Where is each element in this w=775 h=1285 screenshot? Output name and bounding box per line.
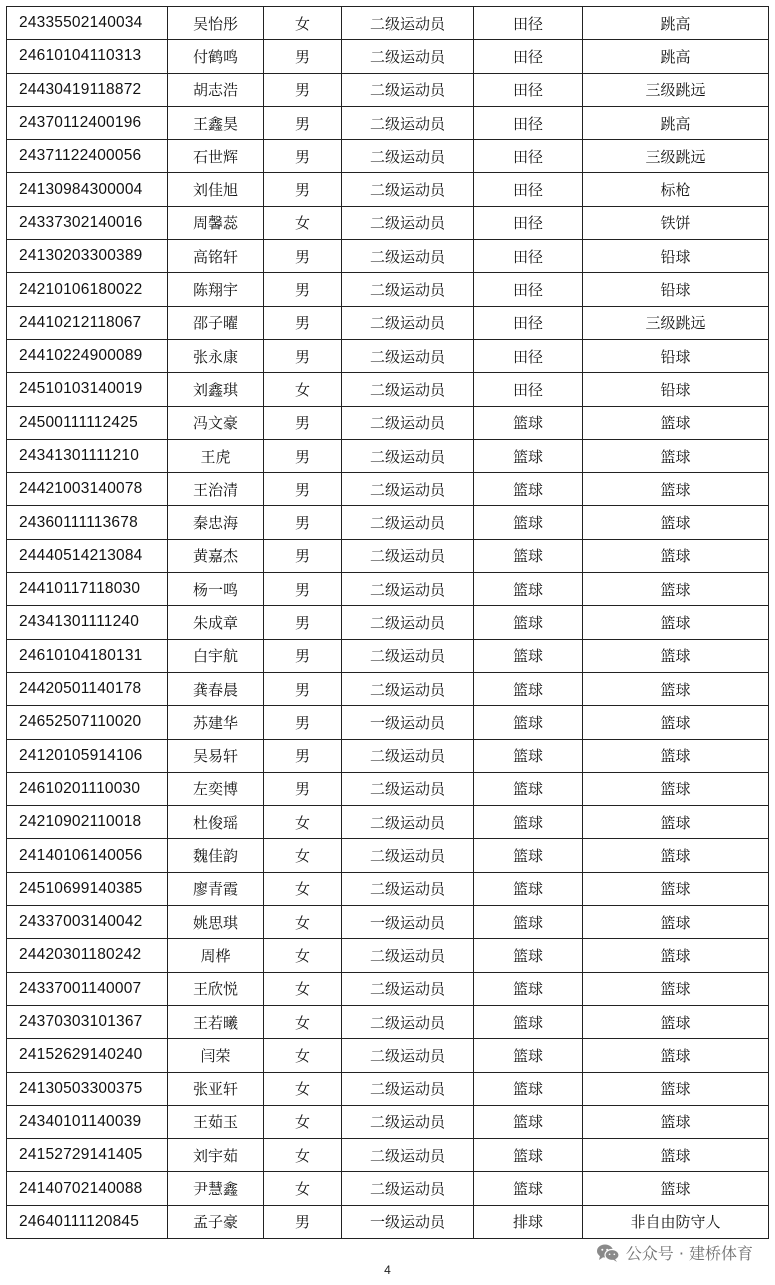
table-row [7,1005,769,1038]
table-row [7,539,769,572]
table-row [7,573,769,606]
watermark [596,1241,753,1264]
table-cell-sport: 篮球 [474,972,583,1005]
table-cell-level: 一级运动员 [342,906,474,939]
table-cell-gender: 男 [264,339,342,372]
table-cell-event: 三级跳远 [583,306,769,339]
table-row [7,506,769,539]
table-cell-gender: 男 [264,606,342,639]
table-row [7,273,769,306]
table-row [7,140,769,173]
table-row [7,872,769,905]
table-cell-event: 篮球 [583,639,769,672]
table-cell-gender: 男 [264,539,342,572]
table-cell-id: 24500111112425 [7,406,168,439]
table-cell-gender: 女 [264,1072,342,1105]
table-cell-level: 二级运动员 [342,539,474,572]
table-cell-level: 二级运动员 [342,1072,474,1105]
table-cell-event: 铅球 [583,273,769,306]
table-row [7,739,769,772]
table-cell-event: 篮球 [583,539,769,572]
table-cell-level: 二级运动员 [342,872,474,905]
table-row [7,839,769,872]
table-cell-level: 二级运动员 [342,1139,474,1172]
table-cell-name: 廖青霞 [168,872,264,905]
table-cell-name: 姚思琪 [168,906,264,939]
table-cell-event: 跳高 [583,106,769,139]
table-row [7,106,769,139]
table-cell-gender: 男 [264,40,342,73]
table-cell-name: 魏佳韵 [168,839,264,872]
table-cell-id: 24370112400196 [7,106,168,139]
table-cell-id: 24130203300389 [7,240,168,273]
table-cell-name: 胡志浩 [168,73,264,106]
table-cell-sport: 篮球 [474,1105,583,1138]
table-cell-level: 二级运动员 [342,240,474,273]
table-cell-event: 篮球 [583,672,769,705]
table-cell-sport: 田径 [474,7,583,40]
table-cell-id: 24337302140016 [7,206,168,239]
table-cell-name: 孟子豪 [168,1205,264,1238]
table-cell-event: 篮球 [583,1072,769,1105]
table-cell-id: 24610104180131 [7,639,168,672]
table-row [7,972,769,1005]
table-row [7,772,769,805]
table-cell-id: 24420301180242 [7,939,168,972]
table-cell-level: 二级运动员 [342,972,474,1005]
table-cell-id: 24440514213084 [7,539,168,572]
table-cell-sport: 田径 [474,306,583,339]
page-number: 4 [384,1263,391,1277]
table-row [7,806,769,839]
table-cell-sport: 田径 [474,106,583,139]
table-cell-event: 标枪 [583,173,769,206]
table-cell-event: 篮球 [583,1105,769,1138]
table-cell-sport: 田径 [474,206,583,239]
table-cell-event: 篮球 [583,606,769,639]
table-cell-event: 篮球 [583,939,769,972]
table-cell-name: 刘宇茹 [168,1139,264,1172]
table-cell-name: 苏建华 [168,706,264,739]
table-cell-gender: 男 [264,439,342,472]
table-cell-sport: 篮球 [474,872,583,905]
table-cell-event: 三级跳远 [583,73,769,106]
table-cell-sport: 篮球 [474,672,583,705]
table-row [7,672,769,705]
table-cell-gender: 女 [264,1039,342,1072]
table-cell-id: 24640111120845 [7,1205,168,1238]
table-cell-id: 24652507110020 [7,706,168,739]
table-cell-level: 二级运动员 [342,406,474,439]
table-cell-id: 24410117118030 [7,573,168,606]
table-cell-level: 一级运动员 [342,1205,474,1238]
table-cell-gender: 男 [264,739,342,772]
table-cell-event: 铅球 [583,240,769,273]
table-cell-gender: 女 [264,1172,342,1205]
table-row [7,939,769,972]
table-cell-name: 周桦 [168,939,264,972]
table-cell-id: 24360111113678 [7,506,168,539]
table-cell-gender: 男 [264,672,342,705]
table-cell-level: 二级运动员 [342,739,474,772]
table-cell-gender: 女 [264,906,342,939]
table-cell-sport: 篮球 [474,906,583,939]
table-cell-name: 白宇航 [168,639,264,672]
table-cell-name: 王欣悦 [168,972,264,1005]
table-cell-level: 二级运动员 [342,672,474,705]
table-cell-id: 24410224900089 [7,339,168,372]
table-cell-gender: 男 [264,706,342,739]
table-cell-name: 王鑫昊 [168,106,264,139]
table-cell-id: 24610104110313 [7,40,168,73]
table-cell-id: 24140106140056 [7,839,168,872]
table-cell-sport: 篮球 [474,506,583,539]
table-row [7,373,769,406]
table-cell-sport: 篮球 [474,1172,583,1205]
table-cell-name: 王治清 [168,473,264,506]
table-cell-gender: 男 [264,173,342,206]
table-cell-gender: 男 [264,772,342,805]
table-cell-gender: 男 [264,1205,342,1238]
table-cell-id: 24152729141405 [7,1139,168,1172]
table-cell-id: 24337001140007 [7,972,168,1005]
table-cell-name: 陈翔宇 [168,273,264,306]
table-cell-id: 24510699140385 [7,872,168,905]
table-cell-sport: 篮球 [474,439,583,472]
table-cell-id: 24130984300004 [7,173,168,206]
table-cell-level: 二级运动员 [342,606,474,639]
table-cell-level: 二级运动员 [342,206,474,239]
table-cell-event: 篮球 [583,1139,769,1172]
table-cell-name: 张亚轩 [168,1072,264,1105]
table-cell-name: 左奕博 [168,772,264,805]
table-cell-gender: 男 [264,573,342,606]
table-cell-gender: 女 [264,806,342,839]
table-cell-event: 篮球 [583,506,769,539]
table-cell-level: 二级运动员 [342,106,474,139]
table-row [7,306,769,339]
table-cell-event: 篮球 [583,806,769,839]
table-cell-level: 二级运动员 [342,1172,474,1205]
table-cell-gender: 男 [264,639,342,672]
table-cell-id: 24152629140240 [7,1039,168,1072]
table-cell-name: 王虎 [168,439,264,472]
table-cell-sport: 田径 [474,40,583,73]
table-cell-id: 24421003140078 [7,473,168,506]
table-cell-name: 杨一鸣 [168,573,264,606]
table-cell-gender: 女 [264,972,342,1005]
table-cell-level: 二级运动员 [342,1105,474,1138]
table-cell-id: 24210106180022 [7,273,168,306]
table-cell-name: 高铭轩 [168,240,264,273]
table-cell-event: 篮球 [583,439,769,472]
table-cell-event: 铅球 [583,373,769,406]
table-row [7,439,769,472]
table-cell-event: 篮球 [583,972,769,1005]
table-cell-sport: 篮球 [474,406,583,439]
table-cell-id: 24120105914106 [7,739,168,772]
table-cell-level: 二级运动员 [342,473,474,506]
table-row [7,473,769,506]
roster-body [7,7,769,1239]
table-cell-name: 付鹤鸣 [168,40,264,73]
table-cell-sport: 篮球 [474,939,583,972]
table-cell-level: 一级运动员 [342,706,474,739]
table-cell-event: 篮球 [583,1172,769,1205]
table-cell-id: 24341301111240 [7,606,168,639]
table-row [7,406,769,439]
table-cell-id: 24610201110030 [7,772,168,805]
table-row [7,73,769,106]
table-cell-id: 24410212118067 [7,306,168,339]
table-cell-name: 王若曦 [168,1005,264,1038]
table-cell-sport: 篮球 [474,639,583,672]
table-cell-name: 闫荣 [168,1039,264,1072]
table-cell-gender: 女 [264,1139,342,1172]
table-cell-id: 24510103140019 [7,373,168,406]
table-cell-name: 吴怡彤 [168,7,264,40]
table-cell-gender: 女 [264,1105,342,1138]
table-cell-sport: 篮球 [474,606,583,639]
table-cell-name: 吴易轩 [168,739,264,772]
table-row [7,1072,769,1105]
table-cell-gender: 女 [264,939,342,972]
table-cell-gender: 男 [264,73,342,106]
table-cell-gender: 男 [264,473,342,506]
table-cell-event: 跳高 [583,40,769,73]
table-cell-id: 24335502140034 [7,7,168,40]
table-cell-name: 刘鑫琪 [168,373,264,406]
table-cell-id: 24340101140039 [7,1105,168,1138]
table-cell-name: 朱成章 [168,606,264,639]
table-cell-id: 24420501140178 [7,672,168,705]
table-cell-sport: 田径 [474,273,583,306]
table-cell-id: 24337003140042 [7,906,168,939]
table-row [7,1039,769,1072]
table-cell-event: 三级跳远 [583,140,769,173]
table-cell-name: 冯文豪 [168,406,264,439]
table-cell-gender: 女 [264,7,342,40]
table-cell-event: 篮球 [583,839,769,872]
table-cell-level: 二级运动员 [342,806,474,839]
table-cell-gender: 男 [264,406,342,439]
table-cell-event: 篮球 [583,706,769,739]
table-cell-gender: 男 [264,140,342,173]
table-row [7,173,769,206]
table-row [7,706,769,739]
table-cell-name: 石世辉 [168,140,264,173]
table-cell-event: 铅球 [583,339,769,372]
table-cell-sport: 田径 [474,240,583,273]
table-cell-sport: 田径 [474,373,583,406]
table-row [7,206,769,239]
table-cell-level: 二级运动员 [342,140,474,173]
table-cell-event: 篮球 [583,573,769,606]
table-row [7,1139,769,1172]
table-row [7,906,769,939]
table-cell-gender: 女 [264,872,342,905]
table-row [7,639,769,672]
table-cell-name: 杜俊瑶 [168,806,264,839]
table-cell-level: 二级运动员 [342,772,474,805]
table-cell-id: 24430419118872 [7,73,168,106]
table-cell-name: 邵子曜 [168,306,264,339]
table-cell-event: 跳高 [583,7,769,40]
table-cell-name: 刘佳旭 [168,173,264,206]
table-cell-level: 二级运动员 [342,639,474,672]
table-row [7,40,769,73]
table-cell-sport: 排球 [474,1205,583,1238]
table-cell-id: 24140702140088 [7,1172,168,1205]
table-cell-name: 张永康 [168,339,264,372]
table-cell-level: 二级运动员 [342,839,474,872]
table-cell-gender: 女 [264,373,342,406]
table-cell-level: 二级运动员 [342,73,474,106]
table-cell-level: 二级运动员 [342,273,474,306]
table-cell-event: 篮球 [583,1005,769,1038]
table-cell-event: 篮球 [583,906,769,939]
table-cell-sport: 篮球 [474,772,583,805]
athlete-roster-table [6,6,769,1239]
table-cell-level: 二级运动员 [342,439,474,472]
table-cell-id: 24371122400056 [7,140,168,173]
table-row [7,7,769,40]
table-cell-id: 24341301111210 [7,439,168,472]
table-cell-id: 24210902110018 [7,806,168,839]
table-cell-event: 篮球 [583,872,769,905]
table-cell-name: 黄嘉杰 [168,539,264,572]
table-cell-sport: 篮球 [474,1005,583,1038]
table-cell-level: 二级运动员 [342,1039,474,1072]
table-cell-sport: 田径 [474,140,583,173]
watermark-text: 公众号 · 建桥体育 [625,1244,753,1263]
table-row [7,1172,769,1205]
table-cell-gender: 男 [264,506,342,539]
table-cell-sport: 篮球 [474,473,583,506]
table-cell-sport: 篮球 [474,573,583,606]
table-cell-event: 篮球 [583,1039,769,1072]
table-cell-name: 龚春晨 [168,672,264,705]
table-cell-sport: 篮球 [474,539,583,572]
table-cell-sport: 篮球 [474,739,583,772]
table-row [7,606,769,639]
table-cell-id: 24370303101367 [7,1005,168,1038]
table-cell-sport: 篮球 [474,706,583,739]
table-cell-event: 铁饼 [583,206,769,239]
table-cell-level: 二级运动员 [342,939,474,972]
table-cell-name: 尹慧鑫 [168,1172,264,1205]
table-cell-level: 二级运动员 [342,573,474,606]
table-cell-gender: 男 [264,240,342,273]
table-cell-level: 二级运动员 [342,1005,474,1038]
table-row [7,339,769,372]
table-row [7,240,769,273]
table-cell-name: 秦忠海 [168,506,264,539]
table-cell-event: 篮球 [583,473,769,506]
table-cell-sport: 篮球 [474,839,583,872]
table-cell-event: 非自由防守人 [583,1205,769,1238]
table-cell-level: 二级运动员 [342,40,474,73]
table-cell-gender: 女 [264,839,342,872]
table-cell-gender: 女 [264,206,342,239]
table-row [7,1105,769,1138]
table-cell-event: 篮球 [583,406,769,439]
table-cell-sport: 田径 [474,73,583,106]
table-cell-event: 篮球 [583,772,769,805]
table-row [7,1205,769,1238]
table-cell-gender: 男 [264,306,342,339]
table-cell-level: 二级运动员 [342,7,474,40]
table-cell-sport: 篮球 [474,1139,583,1172]
table-cell-sport: 篮球 [474,1039,583,1072]
table-cell-gender: 男 [264,106,342,139]
table-cell-sport: 篮球 [474,1072,583,1105]
table-cell-sport: 篮球 [474,806,583,839]
table-cell-level: 二级运动员 [342,506,474,539]
table-cell-sport: 田径 [474,339,583,372]
table-cell-gender: 男 [264,273,342,306]
table-cell-level: 二级运动员 [342,373,474,406]
table-cell-name: 王茹玉 [168,1105,264,1138]
table-cell-gender: 女 [264,1005,342,1038]
table-cell-sport: 田径 [474,173,583,206]
table-cell-level: 二级运动员 [342,339,474,372]
wechat-icon [596,1243,620,1263]
table-cell-event: 篮球 [583,739,769,772]
table-cell-id: 24130503300375 [7,1072,168,1105]
table-cell-level: 二级运动员 [342,306,474,339]
table-cell-level: 二级运动员 [342,173,474,206]
table-cell-name: 周馨蕊 [168,206,264,239]
